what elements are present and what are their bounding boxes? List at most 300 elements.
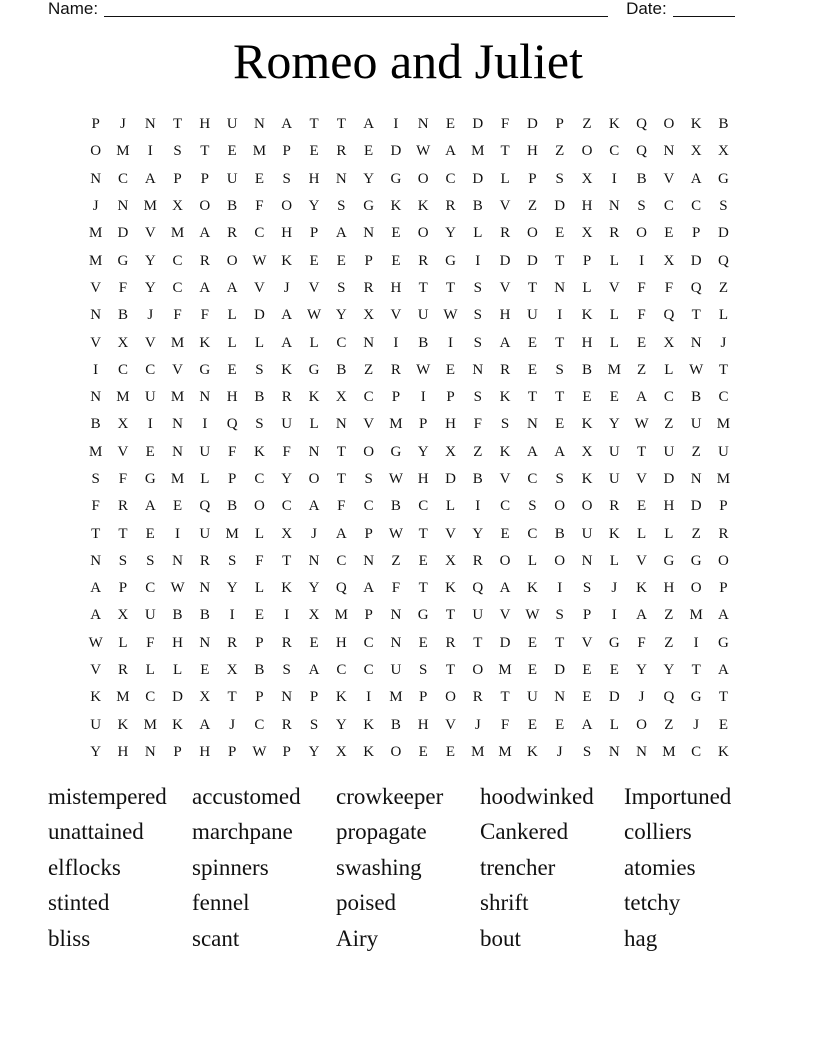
grid-letter[interactable]: M — [716, 416, 731, 433]
grid-letter[interactable]: P — [719, 580, 728, 597]
grid-letter[interactable]: W — [443, 307, 458, 324]
grid-letter[interactable]: B — [117, 307, 128, 324]
grid-letter[interactable]: H — [390, 279, 402, 296]
grid-letter[interactable]: T — [473, 634, 483, 651]
grid-letter[interactable]: W — [170, 580, 185, 597]
grid-letter[interactable]: H — [663, 580, 675, 597]
grid-letter[interactable]: E — [227, 143, 237, 160]
grid-letter[interactable]: O — [636, 225, 647, 242]
grid-letter[interactable]: X — [281, 525, 293, 542]
grid-letter[interactable]: E — [391, 225, 401, 242]
grid-letter[interactable]: S — [146, 552, 155, 569]
grid-letter[interactable]: L — [227, 307, 237, 324]
grid-letter[interactable]: Y — [636, 662, 647, 679]
grid-letter[interactable]: G — [144, 471, 156, 487]
grid-letter[interactable]: M — [389, 416, 403, 433]
grid-letter[interactable]: N — [172, 552, 183, 569]
grid-letter[interactable]: S — [500, 416, 510, 433]
grid-letter[interactable]: R — [418, 252, 429, 269]
grid-letter[interactable]: C — [172, 279, 183, 296]
grid-letter[interactable]: Y — [663, 662, 675, 679]
grid-letter[interactable]: N — [172, 443, 183, 460]
grid-letter[interactable]: X — [199, 689, 211, 706]
grid-letter[interactable]: A — [581, 716, 593, 733]
grid-letter[interactable]: P — [528, 170, 537, 187]
grid-letter[interactable]: C — [336, 552, 347, 569]
grid-letter[interactable]: E — [391, 252, 401, 269]
grid-letter[interactable]: A — [636, 607, 647, 624]
grid-letter[interactable]: N — [636, 743, 647, 760]
grid-letter[interactable]: X — [335, 389, 347, 406]
grid-letter[interactable]: A — [499, 334, 511, 351]
grid-letter[interactable]: O — [718, 552, 729, 569]
grid-letter[interactable]: G — [690, 552, 702, 569]
grid-letter[interactable]: T — [418, 525, 428, 542]
grid-letter[interactable]: L — [309, 416, 319, 433]
grid-letter[interactable]: L — [254, 334, 265, 351]
grid-letter[interactable]: M — [116, 389, 130, 406]
grid-letter[interactable]: K — [390, 198, 402, 215]
grid-letter[interactable]: E — [555, 225, 565, 242]
grid-letter[interactable]: S — [337, 198, 346, 215]
grid-letter[interactable]: M — [716, 471, 731, 487]
grid-letter[interactable]: L — [254, 525, 265, 542]
grid-letter[interactable]: H — [499, 307, 511, 324]
grid-letter[interactable]: K — [445, 580, 456, 597]
grid-letter[interactable]: T — [445, 279, 456, 296]
grid-letter[interactable]: E — [336, 252, 346, 269]
grid-letter[interactable]: R — [199, 252, 210, 269]
grid-letter[interactable]: C — [363, 498, 374, 515]
grid-letter[interactable]: G — [445, 252, 456, 269]
grid-letter[interactable]: Z — [582, 116, 592, 133]
grid-letter[interactable]: V — [90, 334, 102, 351]
grid-letter[interactable]: T — [118, 525, 128, 542]
grid-letter[interactable]: R — [609, 498, 620, 515]
grid-letter[interactable]: M — [334, 607, 348, 624]
grid-letter[interactable]: K — [199, 334, 211, 351]
grid-letter[interactable]: I — [393, 334, 399, 351]
grid-letter[interactable]: C — [609, 143, 620, 160]
grid-letter[interactable]: T — [718, 689, 729, 706]
grid-letter[interactable]: C — [117, 361, 128, 378]
grid-letter[interactable]: F — [255, 198, 264, 215]
grid-letter[interactable]: I — [229, 607, 235, 624]
grid-letter[interactable]: H — [581, 198, 593, 215]
grid-letter[interactable]: F — [500, 716, 510, 733]
grid-letter[interactable]: P — [173, 170, 182, 187]
grid-letter[interactable]: H — [199, 743, 211, 760]
grid-letter[interactable]: D — [690, 252, 702, 269]
grid-letter[interactable]: E — [582, 389, 592, 406]
grid-letter[interactable]: P — [309, 225, 319, 242]
date-field[interactable] — [626, 0, 735, 19]
grid-letter[interactable]: W — [252, 743, 267, 760]
grid-letter[interactable]: Y — [308, 743, 320, 760]
grid-letter[interactable]: A — [281, 116, 293, 133]
grid-letter[interactable]: W — [388, 471, 403, 487]
grid-letter[interactable]: L — [609, 716, 619, 733]
grid-letter[interactable]: I — [611, 607, 617, 624]
grid-letter[interactable]: D — [718, 225, 729, 242]
grid-letter[interactable]: G — [608, 634, 620, 651]
grid-letter[interactable]: P — [391, 389, 401, 406]
grid-letter[interactable]: Y — [445, 225, 456, 242]
grid-letter[interactable]: N — [90, 307, 102, 324]
grid-letter[interactable]: P — [419, 689, 428, 706]
grid-letter[interactable]: E — [172, 498, 183, 515]
grid-letter[interactable]: L — [527, 552, 537, 569]
grid-letter[interactable]: I — [175, 525, 181, 542]
grid-letter[interactable]: J — [693, 716, 700, 733]
grid-letter[interactable]: V — [636, 471, 647, 487]
grid-letter[interactable]: E — [582, 662, 592, 679]
grid-letter[interactable]: G — [363, 198, 375, 215]
grid-letter[interactable]: U — [144, 607, 156, 624]
grid-letter[interactable]: A — [281, 334, 293, 351]
grid-letter[interactable]: X — [117, 607, 129, 624]
grid-letter[interactable]: H — [417, 471, 429, 487]
grid-letter[interactable]: M — [170, 334, 185, 351]
grid-letter[interactable]: P — [555, 116, 564, 133]
grid-letter[interactable]: E — [555, 716, 565, 733]
grid-letter[interactable]: P — [227, 743, 237, 760]
grid-letter[interactable]: A — [526, 443, 538, 460]
grid-letter[interactable]: D — [472, 170, 484, 187]
grid-letter[interactable]: C — [691, 743, 702, 760]
grid-letter[interactable]: C — [691, 198, 702, 215]
grid-letter[interactable]: E — [445, 116, 456, 133]
grid-letter[interactable]: D — [117, 225, 129, 242]
grid-letter[interactable]: M — [689, 607, 703, 624]
grid-letter[interactable]: U — [281, 416, 293, 433]
grid-letter[interactable]: Y — [308, 198, 320, 215]
grid-letter[interactable]: O — [472, 662, 484, 679]
grid-letter[interactable]: Z — [664, 716, 674, 733]
grid-letter[interactable]: T — [282, 552, 292, 569]
grid-letter[interactable]: P — [582, 607, 592, 624]
grid-letter[interactable]: Q — [718, 252, 729, 269]
grid-letter[interactable]: K — [281, 252, 293, 269]
grid-letter[interactable]: Z — [664, 607, 674, 624]
grid-letter[interactable]: M — [116, 689, 130, 706]
name-field[interactable] — [48, 0, 608, 19]
grid-letter[interactable]: W — [525, 607, 540, 624]
grid-letter[interactable]: N — [417, 116, 429, 133]
grid-letter[interactable]: A — [363, 580, 375, 597]
grid-letter[interactable]: T — [555, 252, 565, 269]
grid-letter[interactable]: Q — [472, 580, 484, 597]
grid-letter[interactable]: Q — [636, 143, 647, 160]
grid-letter[interactable]: V — [90, 662, 102, 679]
grid-letter[interactable]: C — [254, 225, 265, 242]
grid-letter[interactable]: R — [281, 389, 292, 406]
grid-letter[interactable]: N — [90, 170, 102, 187]
grid-letter[interactable]: K — [526, 580, 538, 597]
grid-letter[interactable]: I — [147, 143, 153, 160]
grid-letter[interactable]: P — [692, 225, 701, 242]
grid-letter[interactable]: A — [199, 225, 211, 242]
grid-letter[interactable]: A — [499, 580, 511, 597]
grid-letter[interactable]: Q — [226, 416, 238, 433]
grid-letter[interactable]: R — [117, 662, 128, 679]
grid-letter[interactable]: Z — [637, 361, 647, 378]
grid-letter[interactable]: M — [498, 743, 512, 760]
grid-letter[interactable]: R — [363, 279, 374, 296]
grid-letter[interactable]: S — [118, 552, 128, 569]
grid-letter[interactable]: V — [308, 279, 320, 296]
grid-letter[interactable]: B — [554, 525, 565, 542]
grid-letter[interactable]: E — [145, 525, 155, 542]
grid-letter[interactable]: E — [637, 334, 647, 351]
grid-letter[interactable]: P — [582, 252, 592, 269]
grid-letter[interactable]: P — [719, 498, 728, 515]
grid-letter[interactable]: S — [473, 279, 482, 296]
grid-letter[interactable]: Q — [335, 580, 347, 597]
grid-letter[interactable]: F — [282, 443, 291, 460]
grid-letter[interactable]: S — [309, 716, 319, 733]
grid-letter[interactable]: D — [254, 307, 265, 324]
grid-letter[interactable]: S — [719, 198, 728, 215]
grid-letter[interactable]: N — [90, 389, 102, 406]
grid-letter[interactable]: E — [527, 716, 537, 733]
grid-letter[interactable]: T — [227, 689, 237, 706]
grid-letter[interactable]: J — [311, 525, 317, 542]
grid-letter[interactable]: D — [663, 471, 675, 487]
grid-letter[interactable]: Q — [199, 498, 211, 515]
grid-letter[interactable]: G — [308, 361, 320, 378]
grid-letter[interactable]: N — [308, 443, 320, 460]
grid-letter[interactable]: O — [581, 143, 593, 160]
grid-letter[interactable]: T — [309, 116, 319, 133]
grid-letter[interactable]: M — [170, 471, 185, 487]
grid-letter[interactable]: K — [526, 743, 538, 760]
grid-letter[interactable]: T — [555, 634, 565, 651]
grid-letter[interactable]: C — [145, 361, 156, 378]
grid-letter[interactable]: K — [581, 416, 593, 433]
grid-letter[interactable]: C — [718, 389, 729, 406]
grid-letter[interactable]: E — [200, 662, 210, 679]
grid-letter[interactable]: V — [499, 198, 511, 215]
grid-letter[interactable]: C — [445, 170, 456, 187]
grid-letter[interactable]: R — [199, 552, 210, 569]
grid-letter[interactable]: O — [581, 498, 593, 515]
grid-letter[interactable]: F — [391, 580, 401, 597]
grid-letter[interactable]: D — [499, 252, 511, 269]
grid-letter[interactable]: S — [555, 471, 564, 487]
grid-letter[interactable]: U — [417, 307, 429, 324]
grid-letter[interactable]: C — [254, 471, 265, 487]
grid-letter[interactable]: L — [664, 361, 674, 378]
grid-letter[interactable]: J — [638, 689, 645, 706]
grid-letter[interactable]: D — [472, 116, 484, 133]
grid-letter[interactable]: X — [363, 307, 375, 324]
grid-letter[interactable]: H — [281, 225, 293, 242]
grid-letter[interactable]: K — [363, 716, 375, 733]
grid-letter[interactable]: H — [663, 498, 675, 515]
grid-letter[interactable]: Y — [335, 307, 347, 324]
grid-letter[interactable]: T — [445, 662, 456, 679]
grid-letter[interactable]: J — [474, 716, 481, 733]
grid-letter[interactable]: S — [419, 662, 428, 679]
grid-letter[interactable]: D — [608, 689, 620, 706]
grid-letter[interactable]: R — [390, 361, 401, 378]
grid-letter[interactable]: N — [554, 689, 566, 706]
grid-letter[interactable]: Z — [555, 143, 565, 160]
grid-letter[interactable]: G — [718, 634, 729, 651]
grid-letter[interactable]: G — [718, 170, 729, 187]
grid-letter[interactable]: V — [144, 334, 156, 351]
grid-letter[interactable]: T — [527, 389, 537, 406]
grid-letter[interactable]: J — [229, 716, 236, 733]
grid-letter[interactable]: A — [554, 443, 566, 460]
grid-letter[interactable]: A — [90, 607, 102, 624]
grid-letter[interactable]: C — [363, 662, 374, 679]
grid-letter[interactable]: B — [390, 498, 401, 515]
grid-letter[interactable]: F — [637, 634, 646, 651]
grid-letter[interactable]: I — [448, 334, 453, 351]
grid-letter[interactable]: A — [445, 143, 456, 160]
grid-letter[interactable]: C — [145, 689, 156, 706]
grid-letter[interactable]: I — [366, 689, 372, 706]
grid-letter[interactable]: Y — [144, 279, 156, 296]
grid-letter[interactable]: F — [637, 279, 646, 296]
grid-letter[interactable]: K — [117, 716, 129, 733]
grid-letter[interactable]: H — [117, 743, 129, 760]
grid-letter[interactable]: A — [718, 607, 729, 624]
grid-letter[interactable]: O — [308, 471, 320, 487]
grid-letter[interactable]: P — [118, 580, 128, 597]
grid-letter[interactable]: C — [336, 662, 347, 679]
grid-letter[interactable]: Y — [226, 580, 238, 597]
grid-letter[interactable]: W — [88, 634, 103, 651]
grid-letter[interactable]: S — [173, 143, 182, 160]
grid-letter[interactable]: K — [718, 743, 729, 760]
grid-letter[interactable]: V — [663, 170, 675, 187]
grid-letter[interactable]: O — [499, 552, 511, 569]
grid-letter[interactable]: J — [611, 580, 618, 597]
grid-letter[interactable]: T — [336, 471, 346, 487]
grid-letter[interactable]: E — [500, 525, 510, 542]
grid-letter[interactable]: N — [254, 116, 265, 133]
grid-letter[interactable]: L — [609, 252, 619, 269]
grid-letter[interactable]: A — [308, 662, 320, 679]
grid-letter[interactable]: N — [117, 198, 129, 215]
grid-letter[interactable]: P — [200, 170, 209, 187]
grid-letter[interactable]: Q — [636, 116, 647, 133]
grid-letter[interactable]: L — [227, 334, 237, 351]
grid-letter[interactable]: Z — [691, 443, 701, 460]
grid-letter[interactable]: O — [636, 716, 647, 733]
grid-letter[interactable]: O — [363, 443, 375, 460]
grid-letter[interactable]: T — [500, 143, 510, 160]
grid-letter[interactable]: C — [281, 498, 292, 515]
grid-letter[interactable]: F — [118, 279, 128, 296]
grid-letter[interactable]: S — [473, 307, 482, 324]
grid-letter[interactable]: S — [473, 389, 482, 406]
grid-letter[interactable]: H — [581, 334, 593, 351]
grid-letter[interactable]: M — [143, 716, 157, 733]
grid-letter[interactable]: G — [199, 361, 211, 378]
grid-letter[interactable]: F — [255, 552, 264, 569]
grid-letter[interactable]: K — [581, 307, 593, 324]
grid-letter[interactable]: X — [335, 743, 347, 760]
grid-letter[interactable]: B — [227, 198, 238, 215]
grid-letter[interactable]: X — [690, 143, 702, 160]
grid-letter[interactable]: T — [555, 334, 565, 351]
grid-letter[interactable]: V — [254, 279, 265, 296]
date-blank-line[interactable] — [673, 2, 735, 17]
grid-letter[interactable]: K — [90, 689, 102, 706]
grid-letter[interactable]: O — [554, 498, 566, 515]
grid-letter[interactable]: E — [445, 361, 456, 378]
grid-letter[interactable]: E — [309, 252, 319, 269]
grid-letter[interactable]: P — [446, 389, 455, 406]
grid-letter[interactable]: Y — [417, 443, 429, 460]
grid-letter[interactable]: P — [309, 689, 319, 706]
grid-letter[interactable]: X — [663, 334, 675, 351]
grid-letter[interactable]: F — [227, 443, 237, 460]
grid-letter[interactable]: U — [526, 689, 538, 706]
grid-letter[interactable]: V — [581, 634, 593, 651]
grid-letter[interactable]: R — [500, 225, 511, 242]
grid-letter[interactable]: I — [557, 580, 563, 597]
grid-letter[interactable]: E — [637, 498, 647, 515]
grid-letter[interactable]: K — [608, 116, 620, 133]
grid-letter[interactable]: I — [147, 416, 153, 433]
grid-letter[interactable]: P — [419, 416, 428, 433]
grid-letter[interactable]: P — [255, 634, 264, 651]
grid-letter[interactable]: R — [500, 361, 511, 378]
grid-letter[interactable]: P — [173, 743, 182, 760]
grid-letter[interactable]: T — [336, 116, 346, 133]
grid-letter[interactable]: I — [284, 607, 290, 624]
grid-letter[interactable]: L — [200, 471, 210, 487]
grid-letter[interactable]: N — [90, 552, 102, 569]
grid-letter[interactable]: N — [335, 416, 347, 433]
grid-letter[interactable]: R — [227, 225, 238, 242]
grid-letter[interactable]: L — [254, 580, 265, 597]
grid-letter[interactable]: V — [390, 307, 402, 324]
grid-letter[interactable]: J — [556, 743, 563, 760]
grid-letter[interactable]: S — [555, 170, 564, 187]
grid-letter[interactable]: S — [637, 198, 646, 215]
grid-letter[interactable]: M — [471, 743, 485, 760]
grid-letter[interactable]: F — [500, 116, 510, 133]
grid-letter[interactable]: E — [418, 634, 428, 651]
grid-letter[interactable]: S — [555, 361, 564, 378]
grid-letter[interactable]: N — [172, 416, 183, 433]
grid-letter[interactable]: U — [226, 170, 238, 187]
grid-letter[interactable]: E — [582, 689, 592, 706]
grid-letter[interactable]: T — [500, 689, 510, 706]
grid-letter[interactable]: U — [690, 416, 702, 433]
grid-letter[interactable]: O — [554, 552, 566, 569]
grid-letter[interactable]: D — [499, 634, 511, 651]
grid-letter[interactable]: C — [527, 525, 538, 542]
grid-letter[interactable]: B — [172, 607, 183, 624]
grid-letter[interactable]: L — [609, 334, 619, 351]
grid-letter[interactable]: D — [554, 662, 566, 679]
grid-letter[interactable]: K — [636, 580, 647, 597]
grid-letter[interactable]: W — [689, 361, 704, 378]
grid-letter[interactable]: O — [690, 580, 702, 597]
grid-letter[interactable]: F — [637, 307, 646, 324]
grid-letter[interactable]: W — [252, 252, 267, 269]
grid-letter[interactable]: T — [555, 389, 565, 406]
grid-letter[interactable]: L — [718, 307, 729, 324]
grid-letter[interactable]: U — [718, 443, 729, 460]
